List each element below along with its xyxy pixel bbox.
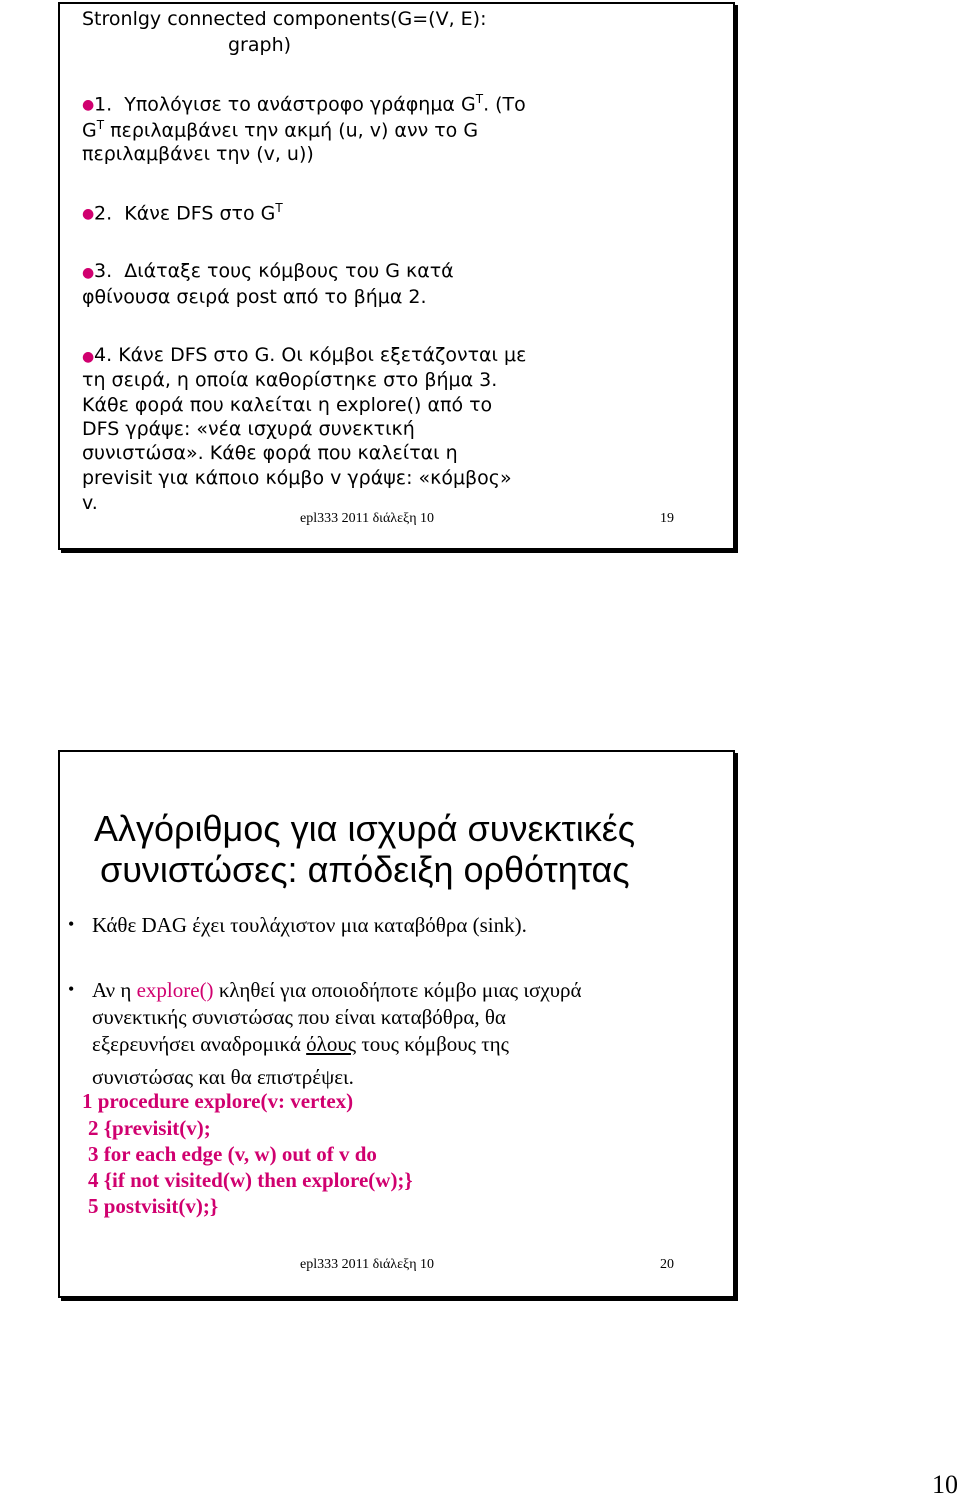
slide-20-footer: epl333 2011 διάλεξη 10 [300, 1257, 435, 1272]
slide-20-title-line2: συνιστώσες: απόδειξη ορθότητας [100, 849, 630, 890]
step2-text: Κάνε DFS στο G [124, 202, 276, 225]
step4-line7: v. [82, 492, 98, 514]
step1-line1 [94, 92, 526, 115]
slide-19 [58, 2, 735, 550]
step4-line6: previsit για κάποιο κόμβο v γράψε: «κόμβος» [82, 467, 512, 489]
step3-number: 3. [94, 260, 113, 282]
step1-line3: περιλαμβάνει την (v, u)) [82, 143, 314, 165]
code-line: 1 procedure explore(v: vertex) [82, 1089, 354, 1113]
bullet2-explore-highlight: explore() [136, 978, 214, 1002]
bullet2-underlined-word: όλους [306, 1032, 357, 1056]
step3-line1 [94, 260, 454, 282]
code-line: 2 {previsit(v); [88, 1116, 211, 1140]
step1-line2-a: G [82, 119, 97, 142]
step1-line2-b: περιλαμβάνει την ακμή (u, v) ανν το G [104, 119, 479, 142]
step4-line5: συνιστώσα». Κάθε φορά που καλείται η [82, 442, 458, 464]
code-line: 3 for each edge (v, w) out of v do [88, 1142, 377, 1166]
bullet-icon: ● [82, 349, 95, 365]
step2-line [94, 201, 283, 224]
page-number: 10 [932, 1470, 958, 1499]
step1-sup: T [475, 92, 484, 106]
step1-line2-sup: T [96, 118, 105, 132]
bullet2-line3 [92, 1031, 509, 1058]
bullet-icon: ● [82, 206, 95, 222]
bullet2-line2: συνεκτικής συνιστώσας που είναι καταβόθρα, θα [92, 1005, 506, 1029]
step3-line2: φθίνουσα σειρά post από το βήμα 2. [82, 286, 427, 308]
bullet2-line3-a: εξερευνήσει αναδρομικά [92, 1032, 307, 1056]
bullet1-text: Κάθε DAG έχει τουλάχιστον μια καταβόθρα (sink). [92, 913, 527, 937]
slide-20-title-line1: Αλγόριθμος για ισχυρά συνεκτικές [94, 808, 636, 849]
step4-line1 [94, 344, 526, 366]
bullet2-line1 [92, 977, 582, 1004]
slide-19-title-line2: graph) [228, 34, 292, 56]
bullet2-line3-b: τους κόμβους της [356, 1032, 509, 1056]
step2-sup: T [275, 201, 283, 215]
step2-number: 2. [94, 202, 113, 225]
slide-20 [58, 750, 735, 1298]
slide-19-title-line1: Stronlgy connected components(G=(V, E): [82, 8, 487, 30]
code-line: 4 {if not visited(w) then explore(w);} [88, 1168, 413, 1192]
slide-19-number: 19 [660, 511, 674, 526]
step4-text: Κάνε DFS στο G. Οι κόμβοι εξετάζονται με [118, 344, 527, 366]
step3-text: Διάταξε τους κόμβους του G κατά [124, 260, 454, 282]
slide-19-content [60, 4, 733, 548]
slide-19-footer: epl333 2011 διάλεξη 10 [300, 511, 435, 526]
step4-line3: Κάθε φορά που καλείται η explore() από το [82, 394, 493, 416]
bullet2-text-a: Αν η [92, 978, 137, 1002]
step4-line2: τη σειρά, η οποία καθορίστηκε στο βήμα 3. [82, 369, 498, 391]
bullet-icon: ● [82, 265, 95, 281]
step4-number: 4. [94, 344, 113, 366]
step1-text-b: . (Το [483, 93, 526, 116]
bullet-icon: • [68, 914, 75, 934]
step1-number: 1. [94, 93, 113, 116]
bullet2-text-b: κληθεί για οποιοδήποτε κόμβο μιας ισχυρά [213, 978, 582, 1002]
bullet-icon: ● [82, 97, 95, 113]
step1-text-a: Υπολόγισε το ανάστροφο γράφημα G [124, 93, 476, 116]
step4-line4: DFS γράψε: «νέα ισχυρά συνεκτική [82, 418, 415, 440]
bullet-icon: • [68, 979, 75, 999]
slide-20-number: 20 [660, 1257, 674, 1272]
code-line: 5 postvisit(v);} [88, 1194, 219, 1218]
step1-line2 [82, 118, 478, 141]
bullet2-line4: συνιστώσας και θα επιστρέψει. [92, 1065, 354, 1089]
